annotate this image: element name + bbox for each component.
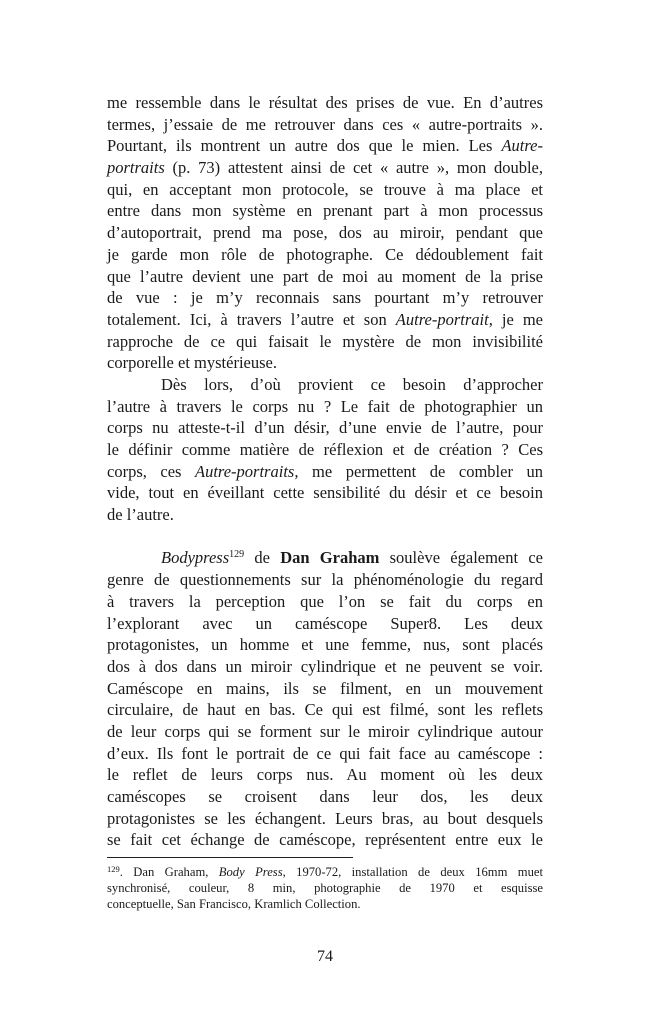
text-segment: à travers la perception que l’on se fait du corps en <box>107 591 543 611</box>
text-segment: , je me <box>488 309 543 329</box>
text-segment: le reflet de leurs corps nus. Au moment où les deux <box>107 765 543 785</box>
text-line <box>107 157 543 179</box>
footnote-reference: 129 <box>229 549 245 561</box>
text-segment: genre de questionnements sur la phénoménologie du regard <box>107 570 543 590</box>
text-line <box>107 396 543 418</box>
text-segment: corporelle et mystérieuse. <box>107 353 277 373</box>
text-segment: me permettent de combler un <box>298 461 543 481</box>
text-line <box>107 135 543 157</box>
italic-text: Bodypress <box>161 548 230 568</box>
text-line <box>107 482 543 504</box>
text-segment: vide, tout en éveillant cette sensibilité du désir et ce besoin <box>107 483 543 503</box>
text-line <box>107 786 543 808</box>
text-segment: totalement. Ici, à travers l’autre et son <box>107 309 396 329</box>
text-segment: (p. 73) attestent ainsi de cet « autre », mon double, <box>164 158 543 178</box>
text-segment: caméscopes se croisent dans leur dos, les deux <box>107 787 543 806</box>
text-line <box>107 547 543 569</box>
page-number: 74 <box>317 948 333 965</box>
text-segment: termes, j’essaie de me retrouver dans ces « autre-portraits ». <box>107 114 543 134</box>
text-line <box>107 864 543 880</box>
text-line <box>107 743 543 765</box>
text-segment: corps nu atteste-t-il d’un désir, d’une envie de l’autre, pour <box>107 418 543 438</box>
text-line <box>107 114 543 136</box>
text-segment: d’autoportrait, prend ma pose, dos au miroir, pendant que <box>107 223 543 243</box>
italic-text: Autre-portrait <box>395 309 489 329</box>
text-segment: de leur corps qui se forment sur le miroir cylindrique autour <box>107 721 543 741</box>
text-segment: que l’autre devient une part de moi au moment de la prise <box>107 266 543 286</box>
text-segment: soulève également ce <box>379 548 543 568</box>
text-line <box>107 880 543 896</box>
text-line <box>107 417 543 439</box>
text-line <box>107 808 543 830</box>
text-line <box>107 699 543 721</box>
text-segment: protagonistes se les échangent. Leurs bras, au bout desquels <box>107 808 543 828</box>
text-line <box>107 374 543 396</box>
text-line <box>107 678 543 700</box>
text-segment: je garde mon rôle de photographe. Ce dédoublement fait <box>107 244 543 264</box>
text-line <box>107 352 543 374</box>
text-segment: circulaire, de haut en bas. Ce qui est filmé, sont les reflets <box>107 700 543 720</box>
paragraph <box>107 92 543 374</box>
text-segment: dos à dos dans un miroir cylindrique et ne peuvent se voir. <box>107 656 543 676</box>
text-line <box>107 656 543 678</box>
bold-text: Dan Graham <box>280 548 380 568</box>
text-line <box>107 764 543 786</box>
text-line <box>107 244 543 266</box>
text-segment: qui, en acceptant mon protocole, se trouve à ma place et <box>107 179 543 199</box>
body-text <box>107 92 543 851</box>
text-segment: de <box>244 548 281 568</box>
text-line <box>107 200 543 222</box>
text-segment: le définir comme matière de réflexion et de création ? Ces <box>107 440 543 459</box>
text-line <box>107 92 543 114</box>
footnote-separator <box>107 857 353 858</box>
text-segment: Pourtant, ils montrent un autre dos que le mien. Les <box>107 136 502 156</box>
text-line <box>107 721 543 743</box>
footnote <box>107 864 543 912</box>
text-line <box>107 331 543 353</box>
text-segment: . Dan Graham, <box>119 865 219 879</box>
italic-text: Body Press <box>218 865 283 879</box>
paragraph <box>107 374 543 526</box>
text-segment: corps, ces <box>107 461 196 481</box>
text-segment: l’explorant avec un caméscope Super8. Les deux <box>107 613 543 633</box>
text-line <box>107 504 543 526</box>
text-line <box>107 439 543 461</box>
text-segment: entre dans mon système en prenant part à mon processus <box>107 201 543 221</box>
text-segment: Dès lors, d’où provient ce besoin d’approcher <box>161 374 543 394</box>
text-segment: de l’autre. <box>107 505 174 525</box>
text-segment: , 1970-72, installation de deux 16mm muet <box>282 865 543 879</box>
text-line <box>107 222 543 244</box>
text-line <box>107 569 543 591</box>
text-line <box>107 829 543 851</box>
italic-text: portraits <box>107 158 165 178</box>
text-line <box>107 461 543 483</box>
text-line <box>107 309 543 331</box>
text-segment: l’autre à travers le corps nu ? Le fait de photographier un <box>107 396 543 416</box>
footnote-reference: 129 <box>107 864 120 874</box>
text-segment: d’eux. Ils font le portrait de ce qui fait face au caméscope : <box>107 743 543 763</box>
text-line <box>107 179 543 201</box>
text-segment: protagonistes, un homme et une femme, nus, sont placés <box>107 635 543 655</box>
paragraph <box>107 547 543 851</box>
text-line <box>107 634 543 656</box>
text-line <box>107 896 543 912</box>
text-line <box>107 266 543 288</box>
text-line <box>107 287 543 309</box>
text-segment: Caméscope en mains, ils se filment, en un mouvement <box>107 678 543 698</box>
text-segment: conceptuelle, San Francisco, Kramlich Collection. <box>107 897 361 911</box>
italic-text: Autre- <box>501 136 543 156</box>
text-segment: rapproche de ce qui faisait le mystère de mon invisibilité <box>107 331 543 351</box>
text-line <box>107 591 543 613</box>
text-segment: synchronisé, couleur, 8 min, photographie de 1970 et esquisse <box>107 881 543 895</box>
paragraph-gap <box>107 526 543 548</box>
text-segment: se fait cet échange de caméscope, représentent entre eux le <box>107 830 543 850</box>
text-segment: me ressemble dans le résultat des prises de vue. En d’autres <box>107 93 543 112</box>
text-segment: de vue : je m’y reconnais sans pourtant m’y retrouver <box>107 288 543 308</box>
italic-text: Autre-portraits, <box>195 461 299 481</box>
text-line <box>107 613 543 635</box>
